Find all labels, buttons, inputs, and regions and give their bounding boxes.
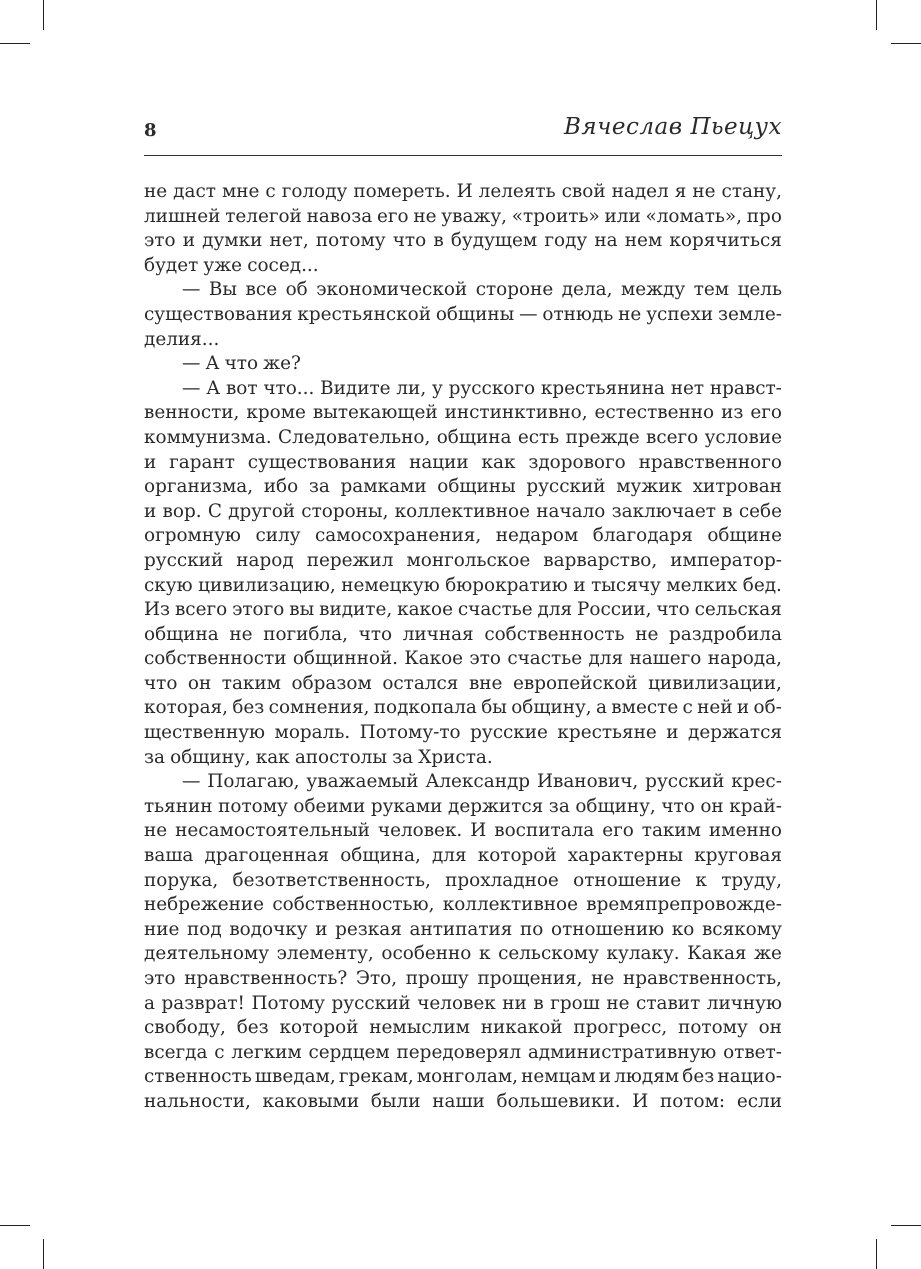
text-line: организма, ибо за рамками общины русский мужик хитрован bbox=[144, 476, 782, 498]
text-line: скую цивилизацию, немецкую бюрократию и тысячу мелких бед. bbox=[144, 574, 782, 596]
crop-mark bbox=[876, 1239, 877, 1269]
text-line: это и думки нет, потому что в будущем году на нем корячиться bbox=[144, 230, 782, 252]
text-line: ние под водочку и резкая антипатия по отношению ко всякому bbox=[144, 918, 782, 940]
crop-mark bbox=[891, 43, 921, 44]
text-line: а разврат! Потому русский человек ни в грош не ставит личную bbox=[144, 992, 782, 1014]
text-line: ственность шведам, грекам, монголам, немцам и людям без нацио- bbox=[144, 1066, 782, 1088]
text-line: будет уже сосед... bbox=[144, 254, 319, 276]
text-line: тьянин потому обеими руками держится за общину, что он край- bbox=[144, 795, 782, 817]
text-line: нальности, каковыми были наши большевики. И потом: если bbox=[144, 1090, 782, 1112]
text-line: ваша драгоценная община, для которой характерны круговая bbox=[144, 845, 782, 867]
text-line: — Полагаю, уважаемый Александр Иванович, русский крес- bbox=[182, 771, 782, 793]
page-number: 8 bbox=[144, 120, 157, 141]
text-line: Из всего этого вы видите, какое счастье для России, что сельская bbox=[144, 599, 782, 621]
text-line: не даст мне с голоду помереть. И лелеять свой надел я не стану, bbox=[144, 181, 782, 202]
text-line: община не погибла, что личная собственность не раздробила bbox=[144, 623, 782, 645]
text-line: за общину, как апостолы за Христа. bbox=[144, 746, 493, 768]
crop-mark bbox=[0, 1225, 30, 1226]
text-line: щественную мораль. Потому-то русские крестьяне и держатся bbox=[144, 722, 782, 744]
text-line: русский народ пережил монгольское варварство, император- bbox=[144, 549, 782, 571]
text-line: венности, кроме вытекающей инстинктивно, естественно из его bbox=[144, 402, 782, 424]
text-line: порука, безответственность, прохладное отношение к труду, bbox=[144, 869, 782, 891]
text-line: не несамостоятельный человек. И воспитала его таким именно bbox=[144, 820, 782, 842]
text-line: это нравственность? Это, прошу прощения, не нравственность, bbox=[144, 968, 782, 989]
text-line: делия... bbox=[144, 328, 220, 350]
text-line: коммунизма. Следовательно, община есть прежде всего условие bbox=[144, 426, 782, 448]
crop-mark bbox=[43, 1239, 44, 1269]
text-line: огромную силу самосохранения, недаром благодаря общине bbox=[144, 525, 782, 547]
crop-mark bbox=[891, 1225, 921, 1226]
header-rule bbox=[144, 155, 782, 156]
crop-mark bbox=[0, 43, 30, 44]
text-line: лишней телегой навоза его не уважу, «троить» или «ломать», про bbox=[144, 205, 782, 227]
text-line: которая, без сомнения, подкопала бы общину, а вместе с ней и об- bbox=[144, 697, 782, 719]
text-line: и вор. С другой стороны, коллективное начало заключает в себе bbox=[144, 500, 782, 522]
body-text bbox=[144, 180, 782, 1115]
text-line: существования крестьянской общины — отнюдь не успехи земле- bbox=[144, 303, 782, 325]
text-line: свободу, без которой немыслим никакой прогресс, потому он bbox=[144, 1017, 782, 1039]
text-line: — А что же? bbox=[182, 353, 301, 375]
text-line: деятельному элементу, особенно к сельскому кулаку. Какая же bbox=[144, 943, 782, 965]
text-line: что он таким образом остался вне европейской цивилизации, bbox=[144, 672, 782, 694]
text-line: — А вот что... Видите ли, у русского крестьянина нет нравст- bbox=[182, 377, 782, 399]
text-line: — Вы все об экономической стороне дела, между тем цель bbox=[182, 279, 782, 301]
text-line: небрежение собственностью, коллективное времяпрепровожде- bbox=[144, 894, 782, 916]
crop-mark bbox=[43, 0, 44, 30]
text-line: собственности общинной. Какое это счастье для нашего народа, bbox=[144, 648, 782, 670]
running-header-author: Вячеслав Пьецух bbox=[563, 114, 782, 140]
crop-mark bbox=[876, 0, 877, 30]
text-line: и гарант существования нации как здорового нравственного bbox=[144, 451, 782, 473]
text-line: всегда с легким сердцем передоверял административную ответ- bbox=[144, 1041, 782, 1063]
